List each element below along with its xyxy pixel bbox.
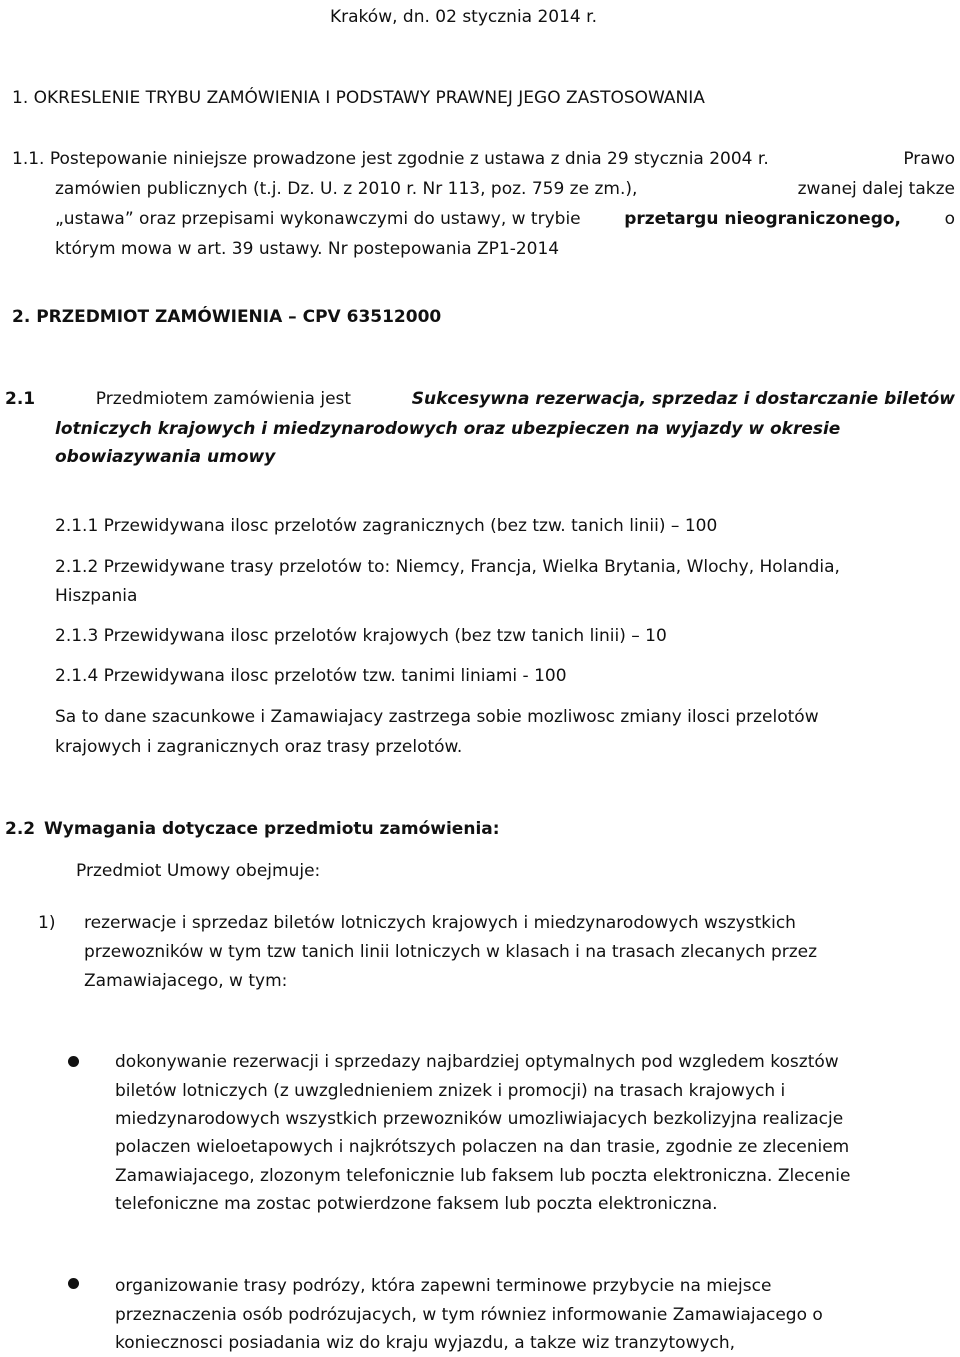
bullet-2-line-1: organizowanie trasy podrózy, która zapewni terminowe przybycie na miejsce xyxy=(115,1276,772,1296)
list-item-1-line-3: Zamawiajacego, w tym: xyxy=(84,971,288,991)
paragraph-1-1-line-3 xyxy=(55,208,955,230)
bullet-1-line-4: polaczen wieloetapowych i najkrótszych polaczen na dan trasie, zgodnie ze zleceniem xyxy=(115,1137,850,1157)
section-1-heading: 1. OKRESLENIE TRYBU ZAMÓWIENIA I PODSTAWY PRAWNEJ JEGO ZASTOSOWANIA xyxy=(12,88,705,108)
item-2-1-3: 2.1.3 Przewidywana ilosc przelotów krajowych (bez tzw tanich linii) – 10 xyxy=(55,626,667,646)
bullet-icon xyxy=(68,1278,79,1289)
item-2-1-2-line-1: 2.1.2 Przewidywane trasy przelotów to: Niemcy, Francja, Wielka Brytania, Wlochy, Holandia, xyxy=(55,557,840,577)
subject-title-part-1: Sukcesywna rezerwacja, sprzedaz i dostarczanie biletów xyxy=(411,389,955,409)
estimate-note-line-1 xyxy=(55,706,955,728)
bullet-icon xyxy=(68,1056,79,1067)
list-item-1-line-2-text: przewozników w tym tzw tanich linii lotniczych w klasach i na trasach zlecanych przez xyxy=(84,942,818,962)
paragraph-1-1-line-1 xyxy=(12,148,955,170)
bullet-1-line-3: miedzynarodowych wszystkich przewozników umozliwiajacych bezkolizyjna realizacje xyxy=(115,1109,844,1129)
list-item-1-line-1-text: rezerwacje i sprzedaz biletów lotniczych krajowych i miedzynarodowych wszystkich xyxy=(84,913,796,933)
bullet-1-line-5: Zamawiajacego, zlozonym telefonicznie lub faksem lub poczta elektroniczna. Zlecenie xyxy=(115,1166,851,1186)
list-item-1-line-2 xyxy=(84,941,955,963)
estimate-note-line-2: krajowych i zagranicznych oraz trasy przelotów. xyxy=(55,737,463,757)
paragraph-1-1-line-1-left: 1.1. Postepowanie niniejsze prowadzone jest zgodnie z ustawa z dnia 29 stycznia 2004 r. xyxy=(12,149,769,169)
paragraph-1-1-line-2 xyxy=(55,178,955,200)
paragraph-1-1-line-1-right: Prawo xyxy=(903,149,955,169)
estimate-note-line-1-text: Sa to dane szacunkowe i Zamawiajacy zastrzega sobie mozliwosc zmiany ilosci przelotów xyxy=(55,707,819,727)
item-2-1-2-line-2: Hiszpania xyxy=(55,586,138,606)
list-item-1-line-1 xyxy=(84,912,955,934)
bullet-2-line-2: przeznaczenia osób podrózujacych, w tym równiez informowanie Zamawiajacego o xyxy=(115,1305,823,1325)
paragraph-1-1-line-2-left: zamówien publicznych (t.j. Dz. U. z 2010 r. Nr 113, poz. 759 ze zm.), xyxy=(55,179,638,199)
paragraph-2-1-number: 2.1 xyxy=(5,389,36,409)
paragraph-1-1-line-2-right: zwanej dalej takze xyxy=(797,179,955,199)
item-2-1-4: 2.1.4 Przewidywana ilosc przelotów tzw. tanimi liniami - 100 xyxy=(55,666,567,686)
contract-scope-subheading: Przedmiot Umowy obejmuje: xyxy=(76,861,321,881)
paragraph-1-1-line-3-c: o xyxy=(944,209,955,229)
tender-mode-text: przetargu nieograniczonego, xyxy=(624,209,902,229)
bullet-2-line-3: koniecznosci posiadania wiz do kraju wyjazdu, a takze wiz tranzytowych, xyxy=(115,1333,736,1353)
subject-title-part-3: obowiazywania umowy xyxy=(55,447,276,467)
section-2-heading: 2. PRZEDMIOT ZAMÓWIENIA – CPV 63512000 xyxy=(12,307,442,327)
paragraph-1-1-line-3-a: „ustawa” oraz przepisami wykonawczymi do ustawy, w trybie xyxy=(55,209,581,229)
paragraph-1-1-line-4: którym mowa w art. 39 ustawy. Nr postepowania ZP1-2014 xyxy=(55,239,560,259)
paragraph-2-2-number: 2.2 xyxy=(5,819,36,839)
subject-title-part-2-text: lotniczych krajowych i miedzynarodowych oraz ubezpieczen na wyjazdy w okresie xyxy=(55,419,841,439)
list-item-1-number: 1) xyxy=(38,913,56,933)
bullet-1-line-2: biletów lotniczych (z uwzglednieniem znizek i promocji) na trasach krajowych i xyxy=(115,1081,786,1101)
item-2-1-1: 2.1.1 Przewidywana ilosc przelotów zagranicznych (bez tzw. tanich linii) – 100 xyxy=(55,516,718,536)
paragraph-2-1-line-1-a: Przedmiotem zamówienia jest xyxy=(95,389,352,409)
requirements-heading: Wymagania dotyczace przedmiotu zamówienia: xyxy=(44,819,500,839)
bullet-1-line-1: dokonywanie rezerwacji i sprzedazy najbardziej optymalnych pod wzgledem kosztów xyxy=(115,1052,839,1072)
subject-title-part-2 xyxy=(55,418,955,440)
paragraph-2-1-line-1 xyxy=(5,388,955,410)
bullet-1-line-6: telefoniczne ma zostac potwierdzone faksem lub poczta elektroniczna. xyxy=(115,1194,718,1214)
document-date: Kraków, dn. 02 stycznia 2014 r. xyxy=(330,7,597,27)
